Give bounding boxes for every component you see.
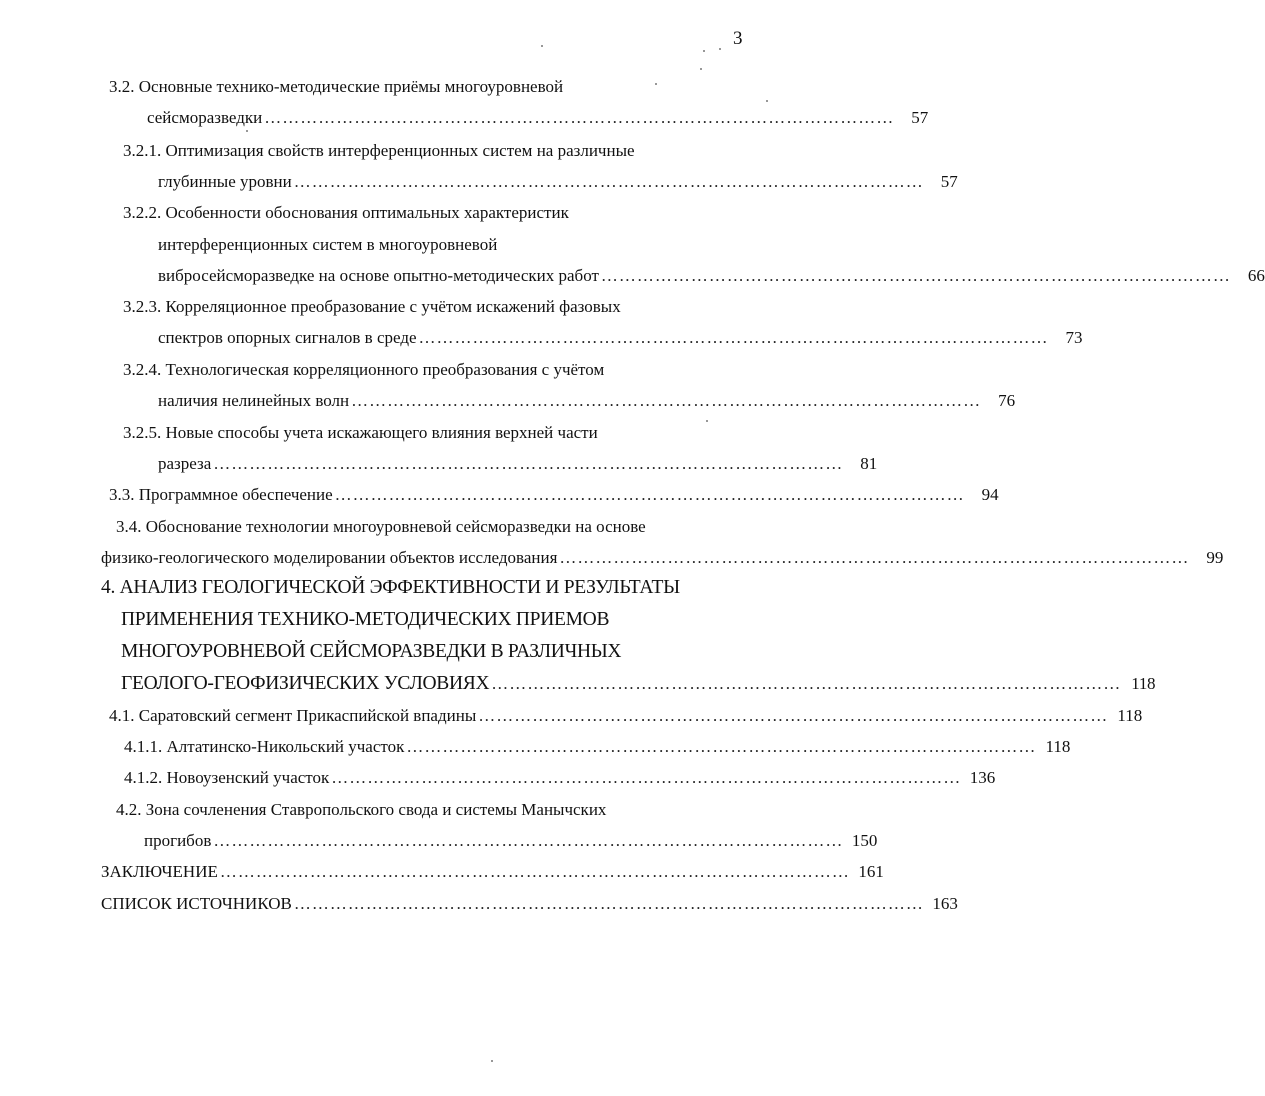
leader-dots: ……………………………………………………………………………………………: [293, 894, 924, 913]
toc-entry-4-1-1-page: 118: [1045, 737, 1071, 756]
toc-entry-4-1-line-1: 4.1. Саратовский сегмент Прикаспийской впадины: [109, 706, 477, 725]
leader-dots: ……………………………………………………………………………………………: [559, 548, 1190, 567]
toc-entry-conclusion-page: 161: [858, 862, 884, 881]
leader-dots: ……………………………………………………………………………………………: [600, 266, 1231, 285]
toc-entry-3-2-5-page: 81: [860, 454, 878, 473]
scan-speck: [655, 83, 657, 85]
toc-entry-4-1-1: [124, 736, 1071, 758]
toc-entry-4-line-3: МНОГОУРОВНЕВОЙ СЕЙСМОРАЗВЕДКИ В РАЗЛИЧНЫХ: [121, 641, 622, 662]
toc-entry-4-2-line-1: 4.2. Зона сочленения Ставропольского свода и системы Манычских: [116, 800, 607, 819]
toc-entry-4-1-2: [124, 767, 996, 789]
toc-entry-3-2-final: [147, 107, 929, 129]
leader-dots: ……………………………………………………………………………………………: [331, 768, 962, 787]
toc-entry-4-line-1: 4. АНАЛИЗ ГЕОЛОГИЧЕСКОЙ ЭФФЕКТИВНОСТИ И РЕЗУЛЬТАТЫ: [101, 577, 680, 598]
toc-entry-3-2-2-final: [158, 265, 1265, 287]
toc-entry-3-3-page: 94: [981, 485, 999, 504]
toc-entry-3-4-line-2: физико-геологического моделировании объектов исследования: [101, 548, 558, 567]
scan-speck: [706, 420, 708, 422]
toc-entry-3-4-page: 99: [1206, 548, 1224, 567]
toc-entry-3-2-5-final: [158, 453, 878, 475]
scan-speck: [491, 1060, 493, 1062]
toc-entry-references: [101, 893, 958, 915]
toc-entry-4-line-4: ГЕОЛОГО-ГЕОФИЗИЧЕСКИХ УСЛОВИЯХ: [121, 673, 490, 694]
toc-entry-3-2-4-line-2: наличия нелинейных волн: [158, 391, 350, 410]
toc-entry-3-2-line-1: 3.2. Основные технико-методические приёмы многоуровневой: [109, 77, 564, 96]
toc-entry-conclusion-line-1: ЗАКЛЮЧЕНИЕ: [101, 862, 218, 881]
toc-entry-3-2-line-2: сейсморазведки: [147, 108, 263, 127]
leader-dots: ……………………………………………………………………………………………: [406, 737, 1037, 756]
leader-dots: ……………………………………………………………………………………………: [478, 706, 1109, 725]
toc-entry-4-1: [109, 705, 1143, 727]
toc-entry-3-2-3-line-1: 3.2.3. Корреляционное преобразование с учётом искажений фазовых: [123, 297, 621, 316]
scan-speck: [541, 45, 543, 47]
toc-entry-3-2-4-final: [158, 390, 1016, 412]
toc-entry-3-2-4-line-1: 3.2.4. Технологическая корреляционного преобразования с учётом: [123, 360, 605, 379]
leader-dots: ……………………………………………………………………………………………: [491, 674, 1122, 693]
toc-entry-references-line-1: СПИСОК ИСТОЧНИКОВ: [101, 894, 292, 913]
leader-dots: ……………………………………………………………………………………………: [213, 454, 844, 473]
toc-entry-4-2-final: [144, 830, 878, 852]
scan-speck: [246, 130, 248, 132]
toc-entry-4-line-2: ПРИМЕНЕНИЯ ТЕХНИКО-МЕТОДИЧЕСКИХ ПРИЕМОВ: [121, 609, 610, 630]
toc-entry-3-2-4-page: 76: [998, 391, 1016, 410]
toc-entry-4-1-1-line-1: 4.1.1. Алтатинско-Никольский участок: [124, 737, 405, 756]
scan-speck: [719, 48, 721, 50]
leader-dots: ……………………………………………………………………………………………: [334, 485, 965, 504]
toc-entry-3-3-line-1: 3.3. Программное обеспечение: [109, 485, 333, 504]
scan-speck: [766, 100, 768, 102]
toc-entry-3-2-2-line-1: 3.2.2. Особенности обоснования оптимальных характеристик: [123, 203, 569, 222]
toc-entry-4-final: [121, 673, 1156, 695]
toc-entry-3-2-2-line-3: вибросейсморазведке на основе опытно-методических работ: [158, 266, 599, 285]
toc-entry-3-4-line-1: 3.4. Обоснование технологии многоуровневой сейсморазведки на основе: [116, 517, 646, 536]
toc-entry-3-2-5-line-2: разреза: [158, 454, 212, 473]
toc-entry-3-2-3-page: 73: [1065, 328, 1083, 347]
toc-entry-4-2-line-2: прогибов: [144, 831, 212, 850]
toc-entry-3-2-1-page: 57: [940, 172, 958, 191]
leader-dots: ……………………………………………………………………………………………: [264, 108, 895, 127]
toc-entry-4-page: 118: [1131, 674, 1156, 693]
leader-dots: ……………………………………………………………………………………………: [418, 328, 1049, 347]
toc-entry-3-3: [109, 484, 999, 506]
toc-entry-3-2-5-line-1: 3.2.5. Новые способы учета искажающего влияния верхней части: [123, 423, 598, 442]
leader-dots: ……………………………………………………………………………………………: [219, 862, 850, 881]
toc-entry-3-2-1-final: [158, 171, 958, 193]
toc-entry-3-2-1-line-1: 3.2.1. Оптимизация свойств интерференционных систем на различные: [123, 141, 635, 160]
scan-speck: [703, 50, 705, 52]
toc-entry-3-4-final: [101, 547, 1224, 569]
toc-entry-3-2-3-line-2: спектров опорных сигналов в среде: [158, 328, 417, 347]
toc-entry-3-2-2-line-2: интерференционных систем в многоуровневой: [158, 235, 498, 254]
toc-entry-3-2-2-page: 66: [1247, 266, 1265, 285]
toc-entry-conclusion: [101, 861, 884, 883]
toc-entry-3-2-page: 57: [911, 108, 929, 127]
toc-entry-3-2-3-final: [158, 327, 1083, 349]
leader-dots: ……………………………………………………………………………………………: [351, 391, 982, 410]
toc-entry-3-2-1-line-2: глубинные уровни: [158, 172, 292, 191]
leader-dots: ……………………………………………………………………………………………: [213, 831, 844, 850]
page-number: 3: [733, 28, 743, 49]
toc-entry-4-1-2-line-1: 4.1.2. Новоузенский участок: [124, 768, 330, 787]
toc-entry-4-2-page: 150: [851, 831, 878, 850]
toc-entry-4-1-2-page: 136: [969, 768, 996, 787]
toc-entry-4-1-page: 118: [1117, 706, 1143, 725]
leader-dots: ……………………………………………………………………………………………: [293, 172, 924, 191]
scan-speck: [700, 68, 702, 70]
toc-entry-references-page: 163: [932, 894, 958, 913]
